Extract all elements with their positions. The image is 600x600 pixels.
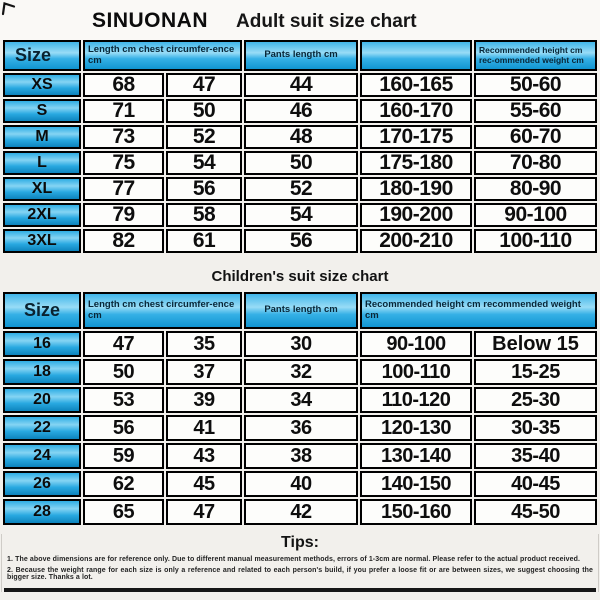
children-row-height: 90-100: [360, 331, 472, 357]
adult-row-chest: 54: [166, 151, 242, 175]
adult-size-table: [3, 40, 597, 253]
adult-row-chest: 58: [166, 203, 242, 227]
children-row-length: 56: [83, 415, 164, 441]
adult-row-pants: 48: [244, 125, 358, 149]
adult-row-pants: 52: [244, 177, 358, 201]
children-row-pants: 30: [244, 331, 358, 357]
children-row-size: 22: [3, 415, 81, 441]
adult-row-height: 170-175: [360, 125, 472, 149]
adult-row-chest: 61: [166, 229, 242, 253]
tip-line-2: 2. Because the weight range for each size is only a reference and related to each person's build, if you prefer a loose fit or are between sizes, we suggest choosing the bigger size. Thanks a lot.: [7, 567, 593, 581]
children-row-pants: 32: [244, 359, 358, 385]
children-row-weight: 15-25: [474, 359, 597, 385]
adult-header-recommended: Recommended height cm rec-ommended weight cm: [474, 40, 597, 71]
children-row-size: 20: [3, 387, 81, 413]
children-row-chest: 39: [166, 387, 242, 413]
adult-header-pants: Pants length cm: [244, 40, 358, 71]
children-row-weight: Below 15: [474, 331, 597, 357]
adult-row-size: L: [3, 151, 81, 175]
adult-row-size: XS: [3, 73, 81, 97]
children-header-length-chest: Length cm chest circumfer-ence cm: [83, 292, 242, 329]
adult-row-chest: 50: [166, 99, 242, 123]
adult-row-weight: 70-80: [474, 151, 597, 175]
adult-row-size: 2XL: [3, 203, 81, 227]
children-row-weight: 25-30: [474, 387, 597, 413]
children-row-length: 62: [83, 471, 164, 497]
adult-row-length: 75: [83, 151, 164, 175]
children-row-weight: 30-35: [474, 415, 597, 441]
children-row-size: 28: [3, 499, 81, 525]
children-row-length: 65: [83, 499, 164, 525]
adult-row-size: S: [3, 99, 81, 123]
brand-title: SINUONAN: [92, 9, 209, 32]
children-row-size: 16: [3, 331, 81, 357]
children-header-recommended: Recommended height cm recommended weight cm: [360, 292, 597, 329]
adult-row-height: 175-180: [360, 151, 472, 175]
children-row-length: 47: [83, 331, 164, 357]
adult-row-length: 82: [83, 229, 164, 253]
adult-header-size: Size: [3, 40, 81, 71]
children-row-height: 110-120: [360, 387, 472, 413]
children-size-table: [3, 292, 597, 525]
corner-mark-icon: [1, 1, 17, 17]
children-row-pants: 38: [244, 443, 358, 469]
children-row-pants: 42: [244, 499, 358, 525]
adult-row-pants: 54: [244, 203, 358, 227]
children-row-chest: 45: [166, 471, 242, 497]
adult-row-weight: 80-90: [474, 177, 597, 201]
children-row-length: 53: [83, 387, 164, 413]
adult-chart-title: Adult suit size chart: [236, 11, 417, 32]
children-row-length: 50: [83, 359, 164, 385]
children-row-weight: 40-45: [474, 471, 597, 497]
adult-row-pants: 56: [244, 229, 358, 253]
adult-row-chest: 56: [166, 177, 242, 201]
children-header-pants: Pants length cm: [244, 292, 358, 329]
adult-row-weight: 50-60: [474, 73, 597, 97]
adult-header-length-chest: Length cm chest circumfer-ence cm: [83, 40, 242, 71]
children-row-weight: 35-40: [474, 443, 597, 469]
children-row-height: 100-110: [360, 359, 472, 385]
children-row-chest: 43: [166, 443, 242, 469]
tip-line-1: 1. The above dimensions are for reference only. Due to different manual measurement methods, errors of 1-3cm are normal. Please refer to the actual product received.: [7, 556, 581, 563]
adult-row-height: 160-165: [360, 73, 472, 97]
children-row-size: 24: [3, 443, 81, 469]
children-row-chest: 35: [166, 331, 242, 357]
children-row-height: 130-140: [360, 443, 472, 469]
children-row-pants: 40: [244, 471, 358, 497]
adult-header-blank: [360, 40, 472, 71]
children-row-length: 59: [83, 443, 164, 469]
bottom-divider: [4, 588, 596, 592]
adult-row-length: 71: [83, 99, 164, 123]
adult-row-chest: 47: [166, 73, 242, 97]
adult-row-pants: 46: [244, 99, 358, 123]
adult-row-size: XL: [3, 177, 81, 201]
children-chart-title: Children's suit size chart: [211, 268, 389, 285]
adult-row-height: 160-170: [360, 99, 472, 123]
adult-row-height: 200-210: [360, 229, 472, 253]
children-row-chest: 41: [166, 415, 242, 441]
children-row-height: 150-160: [360, 499, 472, 525]
children-row-size: 18: [3, 359, 81, 385]
adult-row-height: 190-200: [360, 203, 472, 227]
adult-row-weight: 55-60: [474, 99, 597, 123]
children-row-pants: 34: [244, 387, 358, 413]
titlebar: [0, 0, 600, 40]
adult-row-size: 3XL: [3, 229, 81, 253]
children-row-weight: 45-50: [474, 499, 597, 525]
adult-row-length: 73: [83, 125, 164, 149]
tips-section: [1, 534, 599, 592]
children-header-size: Size: [3, 292, 81, 329]
children-row-height: 120-130: [360, 415, 472, 441]
adult-row-weight: 90-100: [474, 203, 597, 227]
adult-row-pants: 50: [244, 151, 358, 175]
adult-row-length: 77: [83, 177, 164, 201]
adult-row-chest: 52: [166, 125, 242, 149]
children-row-chest: 47: [166, 499, 242, 525]
children-row-height: 140-150: [360, 471, 472, 497]
children-row-chest: 37: [166, 359, 242, 385]
children-row-size: 26: [3, 471, 81, 497]
adult-row-weight: 60-70: [474, 125, 597, 149]
adult-row-length: 79: [83, 203, 164, 227]
adult-row-height: 180-190: [360, 177, 472, 201]
children-row-pants: 36: [244, 415, 358, 441]
adult-row-weight: 100-110: [474, 229, 597, 253]
tips-title: Tips:: [281, 534, 319, 551]
adult-row-length: 68: [83, 73, 164, 97]
adult-row-pants: 44: [244, 73, 358, 97]
adult-row-size: M: [3, 125, 81, 149]
